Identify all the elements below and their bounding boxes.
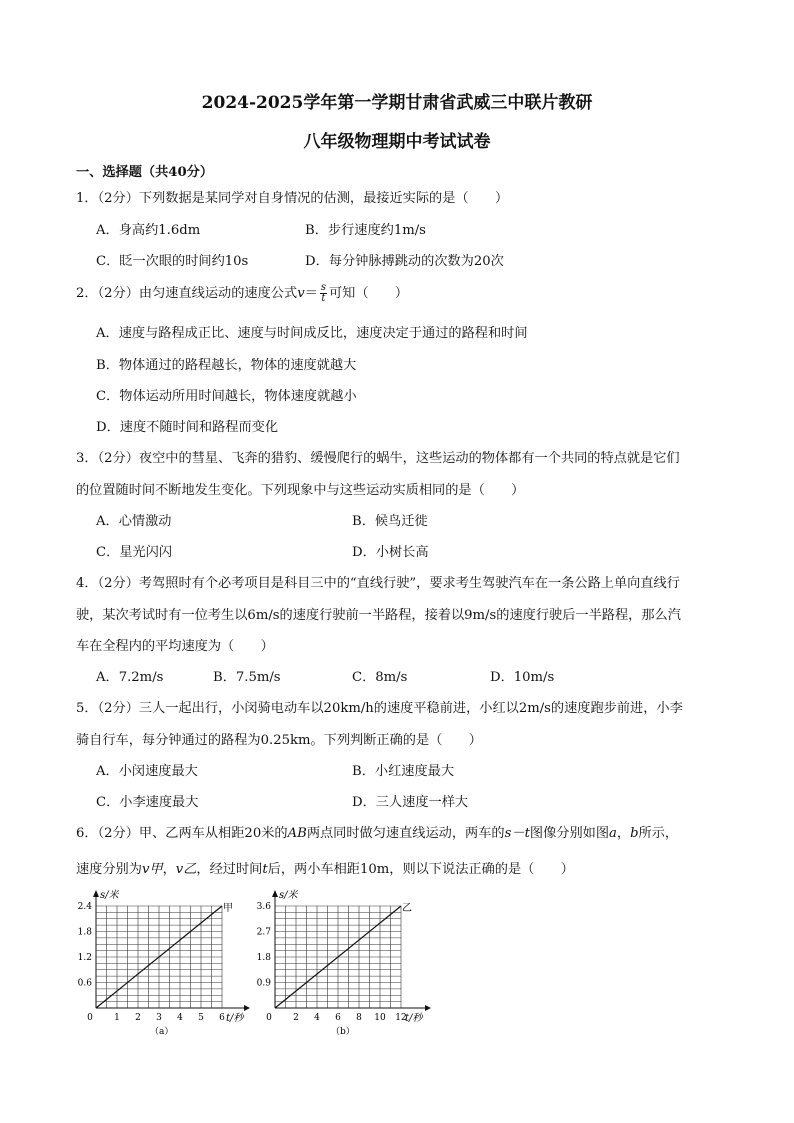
x-tick-label: 5	[198, 1013, 204, 1023]
formula-denominator: t	[321, 293, 326, 304]
graph-b-x-label: t/秒	[405, 1013, 423, 1024]
q2-option-c: C．物体运动所用时间越长，物体速度就越小	[96, 389, 357, 404]
x-tick-label: 10	[374, 1013, 386, 1023]
q3-option-d: D．小树长高	[352, 545, 429, 560]
y-tick-label: 0.6	[77, 978, 92, 989]
q6-comma: ，	[616, 826, 631, 841]
q1-option-c: C．眨一次眼的时间约10s	[96, 254, 249, 269]
formula-eq: ＝	[304, 286, 318, 301]
x-tick-label: 4	[314, 1013, 320, 1023]
q2-option-d: D．速度不随时间和路程而变化	[96, 420, 279, 435]
q6-st: s－t	[504, 826, 530, 841]
y-tick-label: 1.2	[77, 953, 92, 963]
q6-fig-b: b	[630, 826, 639, 841]
q3-option-c: C．星光闪闪	[96, 545, 173, 560]
q3-stem-line2: 的位置随时间不断地发生变化。下列现象中与这些运动实质相同的是（ ）	[76, 483, 525, 498]
q5-option-c: C．小李速度最大	[96, 795, 199, 810]
x-tick-label: 6	[335, 1013, 341, 1023]
x-tick-label: 2	[135, 1013, 141, 1023]
x-tick-label: 2	[293, 1013, 299, 1023]
x-tick-label: 6	[219, 1013, 225, 1023]
q3-option-b: B．候鸟迁徙	[352, 514, 428, 529]
q6-v1: v甲	[141, 862, 163, 877]
q6-stem1-post: 所示，	[638, 826, 679, 841]
q4-option-c: C．8m/s	[352, 670, 408, 685]
q5-stem-line2: 骑自行车，每分钟通过的路程为0.25km。下列判断正确的是（ ）	[76, 733, 482, 748]
q6-fig-a: a	[609, 826, 617, 841]
graph-a-y-label: s/米	[100, 890, 119, 901]
q6-t: t	[262, 862, 268, 877]
x-tick-label: 8	[356, 1013, 362, 1023]
q6-stem1-mid: 两点同时做匀速直线运动，两车的	[306, 826, 505, 841]
graph-b-y-arrow	[272, 890, 278, 897]
q4-stem-line2: 驶，某次考试时有一位考生以6m/s的速度行驶前一半路程，接着以9m/s的速度行驶后一半路程，那么汽	[76, 608, 681, 623]
exam-title-line2: 八年级物理期中考试试卷	[303, 132, 491, 152]
exam-title-line1: 2024-2025学年第一学期甘肃省武威三中联片教研	[201, 93, 593, 113]
q2-stem	[76, 282, 408, 304]
q4-stem-line3: 车在全程内的平均速度为（ ）	[76, 639, 274, 654]
q2-option-a: A．速度与路程成正比、速度与时间成反比，速度决定于通过的路程和时间	[96, 326, 528, 341]
x-tick-label: 4	[177, 1013, 183, 1023]
q6-stem2-post: 后，两小车相距10m，则以下说法正确的是（ ）	[267, 862, 574, 877]
section-heading: 一、选择题（共40分）	[76, 165, 214, 180]
q3-option-a: A．心情激动	[96, 514, 172, 529]
q1-option-a: A．身高约1.6dm	[96, 223, 201, 238]
q5-option-d: D．三人速度一样大	[352, 795, 469, 810]
q2-option-b: B．物体通过的路程越长，物体的速度就越大	[96, 358, 357, 373]
q6-stem-line1	[76, 822, 678, 841]
q1-option-d: D．每分钟脉搏跳动的次数为20次	[305, 254, 504, 269]
q6-stem1-pre: 6．（2分）甲、乙两车从相距20米的	[76, 826, 288, 841]
graph-a-caption: （a）	[150, 1027, 174, 1037]
q1-stem: 1．（2分）下列数据是某同学对自身情况的估测，最接近实际的是（ ）	[76, 191, 509, 206]
y-tick-label: 2.7	[256, 927, 271, 938]
graph-b-x-arrow	[425, 1005, 431, 1011]
x-tick-label: 1	[114, 1013, 120, 1023]
x-tick-label: 3	[156, 1013, 162, 1023]
q6-stem1-mid2: 图像分别如图	[529, 826, 610, 841]
x-tick-label: 12	[395, 1013, 407, 1023]
q6-stem-line2	[76, 858, 574, 877]
q6-ab: AB	[287, 826, 307, 841]
formula-numerator: s	[320, 282, 326, 293]
q5-stem-line1: 5．（2分）三人一起出行，小闵骑电动车以20km/h的速度平稳前进，小红以2m/s的速度跑步前进，小李	[76, 701, 683, 716]
q6-stem2-mid: ，经过时间	[196, 862, 263, 877]
graph-b-line-label: 乙	[402, 903, 412, 914]
q1-option-b: B．步行速度约1m/s	[305, 223, 426, 238]
q2-stem-post: 可知（ ）	[328, 286, 409, 301]
formula-v: v	[297, 286, 305, 301]
q6-sep: ，	[162, 862, 176, 877]
graph-a-line-label: 甲	[223, 903, 233, 914]
q4-option-a: A．7.2m/s	[96, 670, 164, 685]
graph-a	[70, 888, 250, 1038]
y-tick-label: 3.6	[256, 902, 271, 912]
y-tick-label: 0.9	[256, 978, 271, 989]
y-tick-label: 2.4	[77, 902, 92, 912]
q4-stem-line1: 4．（2分）考驾照时有个必考项目是科目三中的“直线行驶”，要求考生驾驶汽车在一条公路上单向直线行	[76, 576, 680, 591]
graph-b	[249, 888, 439, 1038]
graph-b-y-label: s/米	[279, 890, 298, 901]
formula-fraction	[320, 283, 327, 304]
q3-stem-line1: 3．（2分）夜空中的彗星、飞奔的猎豹、缓慢爬行的蜗牛，这些运动的物体都有一个共同的特点就是它们	[76, 451, 680, 466]
q6-v2: v乙	[175, 862, 197, 877]
q6-stem2-pre: 速度分别为	[76, 862, 142, 877]
q5-option-a: A．小闵速度最大	[96, 764, 198, 779]
graph-a-x-label: t/秒	[226, 1013, 244, 1024]
q5-option-b: B．小红速度最大	[352, 764, 455, 779]
graph-a-y-arrow	[93, 890, 99, 897]
q4-option-d: D．10m/s	[490, 670, 555, 685]
x-tick-label: 0	[266, 1013, 272, 1023]
graph-b-caption: （b）	[331, 1027, 355, 1037]
y-tick-label: 1.8	[77, 927, 92, 938]
q4-option-b: B．7.5m/s	[213, 670, 281, 685]
y-tick-label: 1.8	[256, 953, 271, 963]
x-tick-label: 0	[87, 1013, 93, 1023]
q2-stem-pre: 2．（2分）由匀速直线运动的速度公式	[76, 286, 298, 301]
